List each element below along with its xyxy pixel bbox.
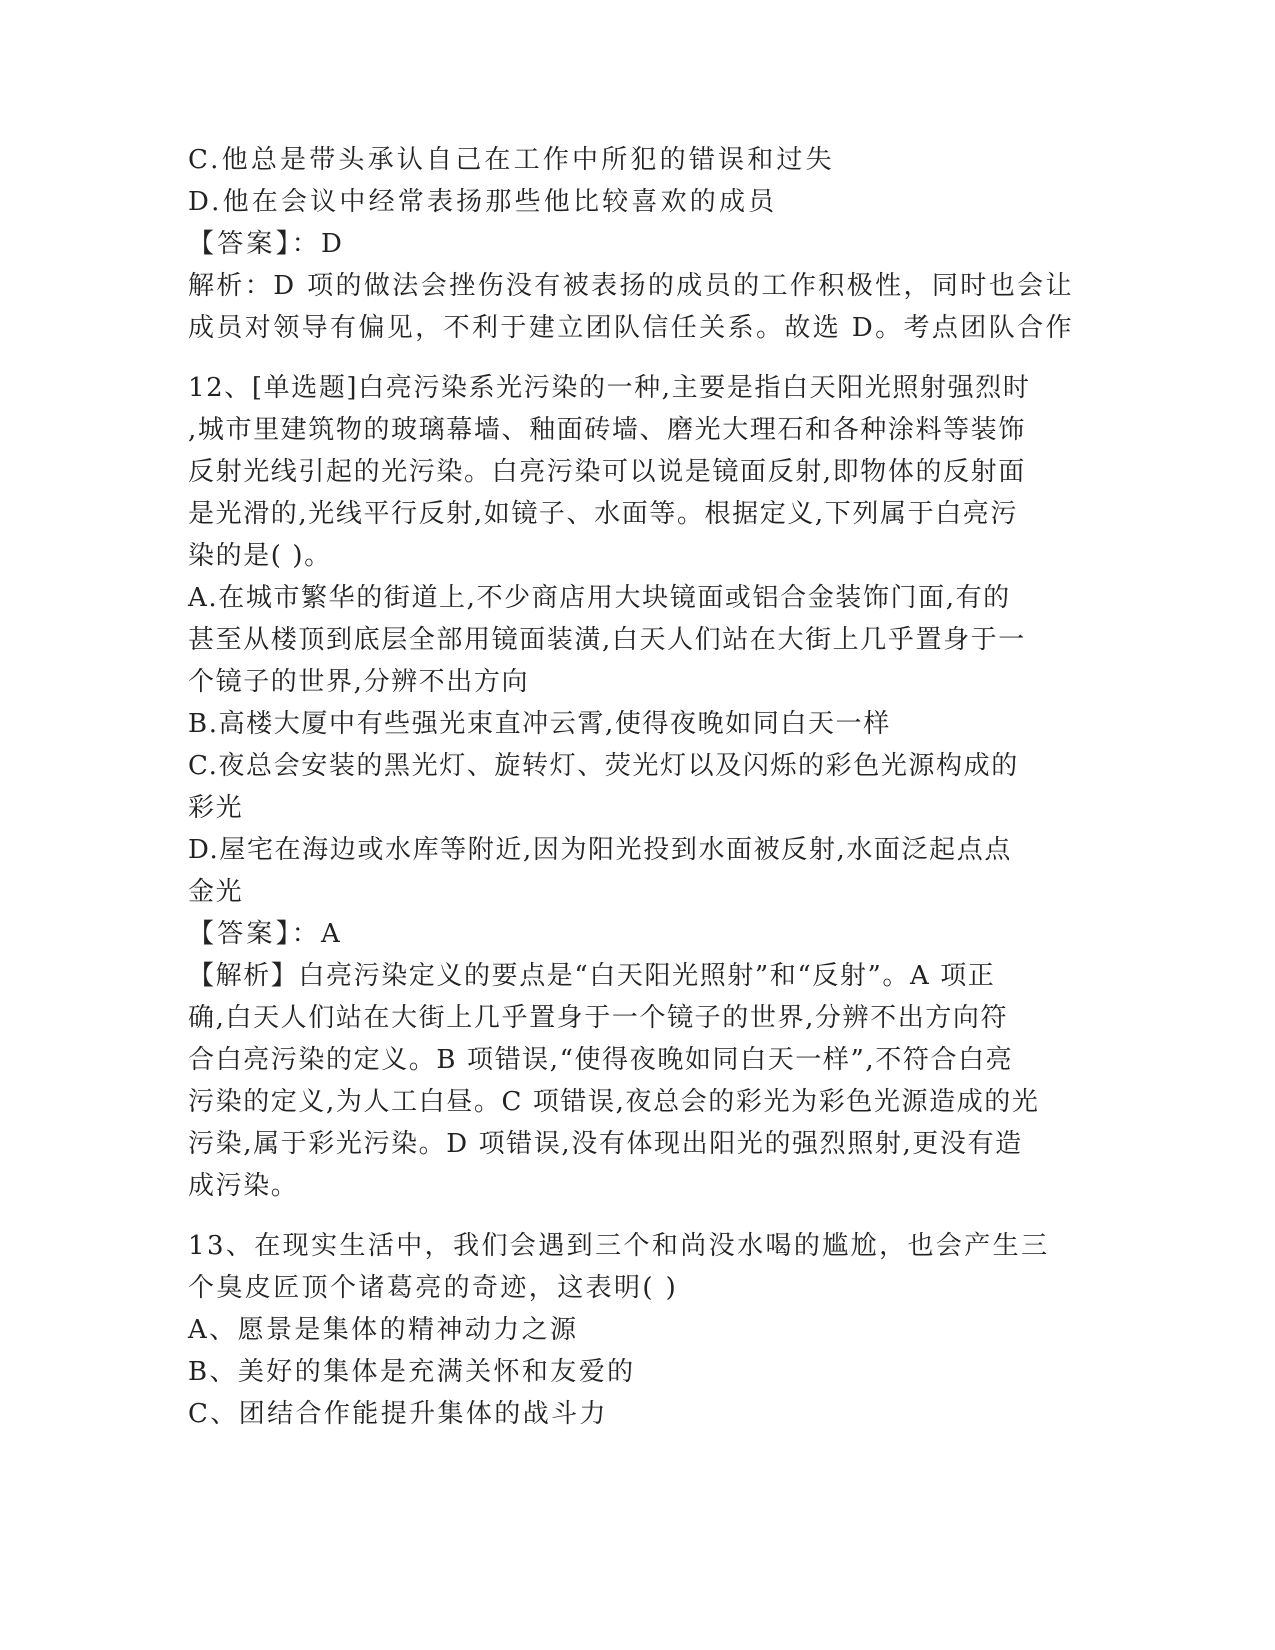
q11-analysis-line: 解析：D 项的做法会挫伤没有被表扬的成员的工作积极性，同时也会让 xyxy=(188,271,1074,301)
q12-stem-line: 反射光线引起的光污染。白亮污染可以说是镜面反射,即物体的反射面 xyxy=(188,457,1026,487)
q12-stem-line: 12、[单选题]白亮污染系光污染的一种,主要是指白天阳光照射强烈时 xyxy=(188,373,1031,403)
q11-analysis-line: 成员对领导有偏见，不利于建立团队信任关系。故选 D。考点团队合作 xyxy=(188,313,1074,343)
q12-option-a-cont: 甚至从楼顶到底层全部用镜面装潢,白天人们站在大街上几乎置身于一 xyxy=(188,625,1026,655)
q12-analysis-line: 确,白天人们站在大街上几乎置身于一个镜子的世界,分辨不出方向符 xyxy=(188,1003,1009,1033)
q12-answer: 【答案】：A xyxy=(188,919,343,949)
q12-option-a-cont: 个镜子的世界,分辨不出方向 xyxy=(188,667,530,697)
q13-option-b: B、美好的集体是充满关怀和友爱的 xyxy=(188,1357,636,1387)
q11-option-d: D.他在会议中经常表扬那些他比较喜欢的成员 xyxy=(188,187,778,217)
q11-option-c: C.他总是带头承认自己在工作中所犯的错误和过失 xyxy=(188,145,835,175)
q12-option-a: A.在城市繁华的街道上,不少商店用大块镜面或铝合金装饰门面,有的 xyxy=(188,583,1011,613)
q12-option-c-cont: 彩光 xyxy=(188,793,244,823)
q12-analysis-line: 合白亮污染的定义。B 项错误,“使得夜晚如同白天一样”,不符合白亮 xyxy=(188,1045,1014,1075)
q12-stem-line: 是光滑的,光线平行反射,如镜子、水面等。根据定义,下列属于白亮污 xyxy=(188,499,1018,529)
q12-option-b: B.高楼大厦中有些强光束直冲云霄,使得夜晚如同白天一样 xyxy=(188,709,891,739)
q12-analysis-line: 【解析】白亮污染定义的要点是“白天阳光照射”和“反射”。A 项正 xyxy=(188,961,996,991)
q13-option-a: A、愿景是集体的精神动力之源 xyxy=(188,1315,579,1345)
q12-stem-line: 染的是( )。 xyxy=(188,541,332,571)
q11-answer: 【答案】：D xyxy=(188,229,346,259)
q12-analysis-line: 污染的定义,为人工白昼。C 项错误,夜总会的彩光为彩色光源造成的光 xyxy=(188,1087,1040,1117)
q13-stem-line: 个臭皮匠顶个诸葛亮的奇迹，这表明( ) xyxy=(188,1273,679,1303)
q13-option-c: C、团结合作能提升集体的战斗力 xyxy=(188,1399,608,1429)
q12-option-c: C.夜总会安装的黑光灯、旋转灯、荧光灯以及闪烁的彩色光源构成的 xyxy=(188,751,1019,781)
q12-stem-line: ,城市里建筑物的玻璃幕墙、釉面砖墙、磨光大理石和各种涂料等装饰 xyxy=(188,415,1026,445)
q12-analysis-line: 成污染。 xyxy=(188,1171,299,1201)
q12-option-d: D.屋宅在海边或水库等附近,因为阳光投到水面被反射,水面泛起点点 xyxy=(188,835,1012,865)
q13-stem-line: 13、在现实生活中，我们会遇到三个和尚没水喝的尴尬，也会产生三 xyxy=(188,1231,1050,1261)
q12-option-d-cont: 金光 xyxy=(188,877,244,907)
q12-analysis-line: 污染,属于彩光污染。D 项错误,没有体现出阳光的强烈照射,更没有造 xyxy=(188,1129,1023,1159)
